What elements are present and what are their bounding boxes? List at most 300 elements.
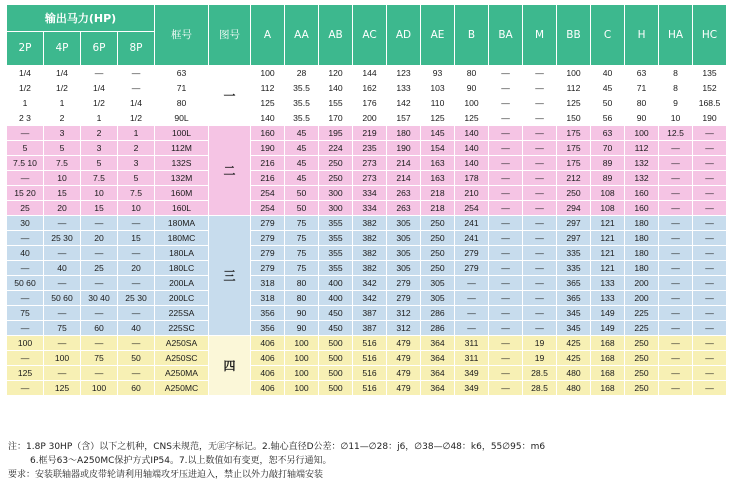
hp-cell: 7.5 <box>81 171 118 186</box>
dim-header: BB <box>557 5 591 66</box>
dimension-cell: 356 <box>251 306 285 321</box>
dimension-cell: 406 <box>251 351 285 366</box>
dimension-cell: 175 <box>557 126 591 141</box>
dimension-cell: 250 <box>319 171 353 186</box>
pole-header: 6P <box>81 32 118 66</box>
hp-cell: 100 <box>7 336 44 351</box>
dimension-cell: 75 <box>285 261 319 276</box>
hp-cell: 100 <box>81 381 118 396</box>
dimension-cell: 318 <box>251 291 285 306</box>
dimension-cell: 45 <box>285 126 319 141</box>
dimension-cell: 168 <box>591 336 625 351</box>
dimension-cell: 178 <box>455 171 489 186</box>
dimension-cell: 80 <box>625 96 659 111</box>
hp-cell: — <box>118 366 155 381</box>
table-body <box>7 66 727 396</box>
dimension-cell: — <box>693 321 727 336</box>
dimension-cell: 160 <box>625 201 659 216</box>
dimension-cell: 250 <box>421 246 455 261</box>
table-row <box>7 366 727 381</box>
dimension-cell: 75 <box>285 246 319 261</box>
hp-cell: — <box>81 336 118 351</box>
dimension-cell: 297 <box>557 216 591 231</box>
dimension-cell: 28 <box>285 66 319 81</box>
dimension-cell: 168 <box>591 366 625 381</box>
dimension-cell: 133 <box>591 276 625 291</box>
dimension-cell: 355 <box>319 216 353 231</box>
dimension-cell: 250 <box>625 366 659 381</box>
dimension-cell: 180 <box>625 231 659 246</box>
hp-cell: — <box>44 336 81 351</box>
dimension-cell: 90 <box>285 306 319 321</box>
dimension-cell: 214 <box>387 156 421 171</box>
hp-cell: — <box>81 306 118 321</box>
dimension-cell: 279 <box>387 291 421 306</box>
frame-cell: 180LA <box>155 246 209 261</box>
dimension-cell: 160 <box>625 186 659 201</box>
dimension-cell: — <box>523 141 557 156</box>
dimension-cell: — <box>523 111 557 126</box>
hp-cell: 60 <box>81 321 118 336</box>
dimension-cell: 135 <box>693 66 727 81</box>
hp-cell: 5 <box>81 156 118 171</box>
hp-cell: 7.5 10 <box>7 156 44 171</box>
dimension-cell: 400 <box>319 291 353 306</box>
dimension-cell: 250 <box>421 261 455 276</box>
dimension-cell: 305 <box>387 216 421 231</box>
table-row <box>7 96 727 111</box>
hp-cell: 1 <box>44 96 81 111</box>
dimension-cell: — <box>693 336 727 351</box>
hp-cell: 40 <box>118 321 155 336</box>
dimension-cell: — <box>523 66 557 81</box>
dimension-cell: — <box>489 306 523 321</box>
dimension-cell: 125 <box>251 96 285 111</box>
dimension-cell: 100 <box>285 336 319 351</box>
dimension-cell: 45 <box>285 141 319 156</box>
table-row <box>7 291 727 306</box>
hp-cell: 3 <box>81 141 118 156</box>
dimension-cell: 318 <box>251 276 285 291</box>
dimension-cell: — <box>489 81 523 96</box>
hp-cell: 1/4 <box>118 96 155 111</box>
dim-header: A <box>251 5 285 66</box>
dimension-cell: 100 <box>285 366 319 381</box>
dimension-cell: — <box>693 246 727 261</box>
frame-cell: 180LC <box>155 261 209 276</box>
hp-cell: — <box>81 366 118 381</box>
dimension-cell: 311 <box>455 336 489 351</box>
dimension-cell: — <box>659 231 693 246</box>
hp-cell: 3 <box>118 156 155 171</box>
hp-cell: 1 <box>81 111 118 126</box>
dim-header: AE <box>421 5 455 66</box>
dimension-cell: 121 <box>591 231 625 246</box>
dimension-cell: 200 <box>353 111 387 126</box>
dimension-cell: 100 <box>285 381 319 396</box>
hp-cell: 50 <box>118 351 155 366</box>
dimension-cell: 382 <box>353 261 387 276</box>
dimension-cell: 305 <box>387 246 421 261</box>
dimension-cell: 100 <box>455 96 489 111</box>
dimension-cell: 300 <box>319 186 353 201</box>
motor-dimension-table <box>6 4 727 396</box>
frame-cell: 180MC <box>155 231 209 246</box>
frame-header: 框号 <box>155 5 209 66</box>
dimension-cell: 225 <box>625 306 659 321</box>
dimension-cell: 168 <box>591 381 625 396</box>
dimension-cell: 125 <box>557 96 591 111</box>
hp-cell: 15 <box>81 201 118 216</box>
table-row <box>7 216 727 231</box>
dimension-cell: — <box>489 96 523 111</box>
dimension-cell: 150 <box>557 111 591 126</box>
dimension-cell: 163 <box>421 156 455 171</box>
header-row-1 <box>7 5 727 32</box>
dimension-cell: — <box>693 201 727 216</box>
dimension-cell: 355 <box>319 246 353 261</box>
hp-cell: 1/4 <box>81 81 118 96</box>
dimension-cell: — <box>693 291 727 306</box>
dim-header: AB <box>319 5 353 66</box>
dimension-cell: 218 <box>421 201 455 216</box>
dimension-cell: 71 <box>625 81 659 96</box>
table-row <box>7 231 727 246</box>
dimension-cell: — <box>693 231 727 246</box>
dimension-cell: 19 <box>523 351 557 366</box>
dimension-cell: 8 <box>659 66 693 81</box>
dimension-cell: 279 <box>455 246 489 261</box>
dimension-cell: — <box>489 336 523 351</box>
hp-cell: 1 <box>118 126 155 141</box>
dimension-cell: — <box>693 126 727 141</box>
dimension-cell: 516 <box>353 351 387 366</box>
hp-cell: 75 <box>7 306 44 321</box>
table-row <box>7 306 727 321</box>
pole-header: 2P <box>7 32 44 66</box>
hp-cell: — <box>118 66 155 81</box>
dimension-cell: 195 <box>319 126 353 141</box>
dimension-cell: 112 <box>557 81 591 96</box>
dimension-cell: 273 <box>353 171 387 186</box>
dimension-cell: 312 <box>387 321 421 336</box>
dimension-cell: 125 <box>421 111 455 126</box>
dimension-cell: 133 <box>591 291 625 306</box>
dimension-cell: 142 <box>387 96 421 111</box>
dimension-cell: 263 <box>387 186 421 201</box>
dimension-cell: 35.5 <box>285 111 319 126</box>
dimension-cell: 400 <box>319 276 353 291</box>
frame-cell: 200LA <box>155 276 209 291</box>
hp-cell: 1 <box>7 96 44 111</box>
dimension-cell: — <box>659 381 693 396</box>
hp-cell: — <box>7 321 44 336</box>
dimension-cell: — <box>489 276 523 291</box>
dimension-cell: — <box>693 276 727 291</box>
dimension-cell: 152 <box>693 81 727 96</box>
dimension-cell: 516 <box>353 366 387 381</box>
hp-cell: 15 20 <box>7 186 44 201</box>
dimension-cell: 75 <box>285 231 319 246</box>
note-line: 注：1.8P 30HP（含）以下之机种，CNS未规范，无㊣字标记。2.轴心直径D公差：∅11—∅28：j6，∅38—∅48：k6，55∅95：m6 <box>8 442 546 452</box>
frame-cell: 160M <box>155 186 209 201</box>
dimension-cell: 175 <box>557 156 591 171</box>
dimension-cell: — <box>693 366 727 381</box>
dimension-cell: 9 <box>659 96 693 111</box>
dimension-cell: 190 <box>251 141 285 156</box>
dimension-cell: 406 <box>251 381 285 396</box>
dimension-cell: 93 <box>421 66 455 81</box>
table-row <box>7 201 727 216</box>
dimension-cell: — <box>523 201 557 216</box>
dimension-cell: 154 <box>421 141 455 156</box>
dimension-cell: — <box>489 201 523 216</box>
dimension-cell: — <box>523 186 557 201</box>
dimension-cell: 225 <box>625 321 659 336</box>
dimension-cell: 121 <box>591 261 625 276</box>
hp-cell: 50 60 <box>7 276 44 291</box>
dim-header: C <box>591 5 625 66</box>
dimension-cell: 254 <box>455 201 489 216</box>
dimension-cell: — <box>489 246 523 261</box>
table-row <box>7 66 727 81</box>
dimension-cell: 110 <box>421 96 455 111</box>
dimension-cell: — <box>489 261 523 276</box>
dimension-cell: 80 <box>285 291 319 306</box>
dimension-cell: — <box>659 336 693 351</box>
dimension-cell: 175 <box>557 141 591 156</box>
dimension-cell: 140 <box>319 81 353 96</box>
frame-cell: 225SC <box>155 321 209 336</box>
hp-cell: — <box>7 351 44 366</box>
frame-cell: 180MA <box>155 216 209 231</box>
hp-cell: 2 <box>44 111 81 126</box>
dimension-cell: 70 <box>591 141 625 156</box>
dimension-cell: 364 <box>421 351 455 366</box>
hp-cell: 1/4 <box>44 66 81 81</box>
figure-number-cell: 二 <box>209 126 251 216</box>
dimension-cell: 305 <box>421 276 455 291</box>
frame-cell: 90L <box>155 111 209 126</box>
hp-cell: — <box>7 171 44 186</box>
dimension-cell: 365 <box>557 276 591 291</box>
dimension-cell: 149 <box>591 306 625 321</box>
dimension-cell: 342 <box>353 291 387 306</box>
hp-cell: — <box>81 246 118 261</box>
dimension-cell: 279 <box>387 276 421 291</box>
table-row <box>7 111 727 126</box>
dimension-cell: 334 <box>353 186 387 201</box>
dimension-cell: 100 <box>625 126 659 141</box>
table-row <box>7 261 727 276</box>
dimension-cell: 312 <box>387 306 421 321</box>
dimension-cell: 10 <box>659 111 693 126</box>
frame-cell: 63 <box>155 66 209 81</box>
dimension-cell: 334 <box>353 201 387 216</box>
dimension-cell: — <box>693 351 727 366</box>
hp-cell: — <box>44 366 81 381</box>
dimension-cell: 345 <box>557 306 591 321</box>
dimension-cell: 132 <box>625 171 659 186</box>
dimension-cell: 219 <box>353 126 387 141</box>
dimension-cell: 108 <box>591 186 625 201</box>
dimension-cell: 294 <box>557 201 591 216</box>
dimension-cell: 145 <box>421 126 455 141</box>
hp-cell: 25 <box>7 201 44 216</box>
dimension-cell: 214 <box>387 171 421 186</box>
dimension-cell: 132 <box>625 156 659 171</box>
hp-cell: — <box>118 81 155 96</box>
hp-cell: 1/2 <box>44 81 81 96</box>
dimension-cell: 168.5 <box>693 96 727 111</box>
dimension-cell: 170 <box>319 111 353 126</box>
hp-cell: 7.5 <box>44 156 81 171</box>
hp-cell: 30 40 <box>81 291 118 306</box>
dimension-cell: 250 <box>421 231 455 246</box>
figure-number-cell: 三 <box>209 216 251 336</box>
dimension-cell: — <box>455 291 489 306</box>
table-row <box>7 381 727 396</box>
table-row <box>7 186 727 201</box>
dimension-cell: 279 <box>251 231 285 246</box>
hp-cell: 5 <box>44 141 81 156</box>
dim-header: AA <box>285 5 319 66</box>
dimension-cell: — <box>489 126 523 141</box>
dimension-cell: 63 <box>625 66 659 81</box>
requirement-line: 要求：安装联轴器或皮带轮请利用轴端攻牙压进迫入，禁止以外力敲打轴端安装 <box>8 470 324 480</box>
frame-cell: 160L <box>155 201 209 216</box>
hp-cell: 1/2 <box>81 96 118 111</box>
frame-cell: A250SA <box>155 336 209 351</box>
dimension-cell: 80 <box>285 276 319 291</box>
dimension-cell: 28.5 <box>523 366 557 381</box>
table-row <box>7 156 727 171</box>
dimension-cell: — <box>523 216 557 231</box>
dimension-cell: — <box>659 261 693 276</box>
dimension-cell: — <box>523 126 557 141</box>
dimension-cell: 112 <box>625 141 659 156</box>
dimension-cell: — <box>489 231 523 246</box>
dimension-cell: — <box>455 321 489 336</box>
dimension-cell: 140 <box>455 156 489 171</box>
dimension-cell: — <box>523 156 557 171</box>
dimension-cell: 279 <box>455 261 489 276</box>
dimension-cell: 190 <box>693 111 727 126</box>
dimension-cell: — <box>523 171 557 186</box>
dimension-cell: 180 <box>625 246 659 261</box>
hp-cell: — <box>44 306 81 321</box>
hp-cell: 10 <box>118 201 155 216</box>
dimension-cell: 241 <box>455 216 489 231</box>
frame-cell: A250SC <box>155 351 209 366</box>
dim-header: AC <box>353 5 387 66</box>
dimension-cell: 250 <box>319 156 353 171</box>
dimension-cell: 364 <box>421 381 455 396</box>
frame-cell: 112M <box>155 141 209 156</box>
dimension-cell: — <box>659 351 693 366</box>
hp-cell: 2 <box>118 141 155 156</box>
dimension-cell: 479 <box>387 336 421 351</box>
hp-cell: — <box>7 126 44 141</box>
dimension-cell: 212 <box>557 171 591 186</box>
dimension-cell: 63 <box>591 126 625 141</box>
table-row <box>7 351 727 366</box>
dimension-cell: — <box>693 156 727 171</box>
hp-cell: — <box>81 66 118 81</box>
dimension-cell: 356 <box>251 321 285 336</box>
dimension-cell: 200 <box>625 276 659 291</box>
hp-cell: — <box>118 246 155 261</box>
dimension-cell: 90 <box>455 81 489 96</box>
figure-number-cell: 一 <box>209 66 251 126</box>
dimension-cell: 286 <box>421 321 455 336</box>
dimension-cell: 241 <box>455 231 489 246</box>
hp-cell: 75 <box>81 351 118 366</box>
hp-cell: 10 <box>44 171 81 186</box>
hp-cell: 20 <box>44 201 81 216</box>
dimension-cell: — <box>489 141 523 156</box>
dimension-cell: — <box>693 261 727 276</box>
dimension-cell: — <box>659 291 693 306</box>
dimension-cell: 479 <box>387 381 421 396</box>
dimension-cell: — <box>659 276 693 291</box>
dimension-cell: — <box>693 381 727 396</box>
hp-cell: 25 <box>81 261 118 276</box>
table-row <box>7 171 727 186</box>
dimension-cell: — <box>693 186 727 201</box>
dimension-cell: 35.5 <box>285 96 319 111</box>
table-row <box>7 336 727 351</box>
dimension-cell: — <box>693 141 727 156</box>
dimension-cell: 190 <box>387 141 421 156</box>
dimension-cell: 90 <box>625 111 659 126</box>
hp-cell: 5 <box>7 141 44 156</box>
dimension-cell: 286 <box>421 306 455 321</box>
dimension-cell: 279 <box>251 216 285 231</box>
dimension-cell: 335 <box>557 261 591 276</box>
table-row <box>7 246 727 261</box>
dimension-cell: 100 <box>251 66 285 81</box>
dimension-cell: — <box>659 306 693 321</box>
dimension-cell: 263 <box>387 201 421 216</box>
hp-cell: 2 3 <box>7 111 44 126</box>
hp-cell: — <box>7 381 44 396</box>
table-row <box>7 126 727 141</box>
dimension-cell: 90 <box>285 321 319 336</box>
dimension-cell: 382 <box>353 231 387 246</box>
dimension-cell: 157 <box>387 111 421 126</box>
dimension-cell: 216 <box>251 156 285 171</box>
dimension-cell: 387 <box>353 306 387 321</box>
dimension-cell: 349 <box>455 366 489 381</box>
dimension-cell: 480 <box>557 366 591 381</box>
hp-cell: — <box>81 276 118 291</box>
hp-cell: 1/4 <box>7 66 44 81</box>
hp-cell: 100 <box>44 351 81 366</box>
dimension-cell: — <box>659 186 693 201</box>
dimension-cell: 425 <box>557 336 591 351</box>
hp-cell: 7.5 <box>118 186 155 201</box>
dimension-cell: 108 <box>591 201 625 216</box>
dimension-cell: — <box>659 201 693 216</box>
dimension-cell: — <box>659 246 693 261</box>
dimension-cell: 120 <box>319 66 353 81</box>
dimension-cell: 406 <box>251 336 285 351</box>
dimension-cell: 516 <box>353 336 387 351</box>
dimension-cell: 450 <box>319 306 353 321</box>
dimension-cell: — <box>659 366 693 381</box>
dimension-cell: — <box>693 171 727 186</box>
